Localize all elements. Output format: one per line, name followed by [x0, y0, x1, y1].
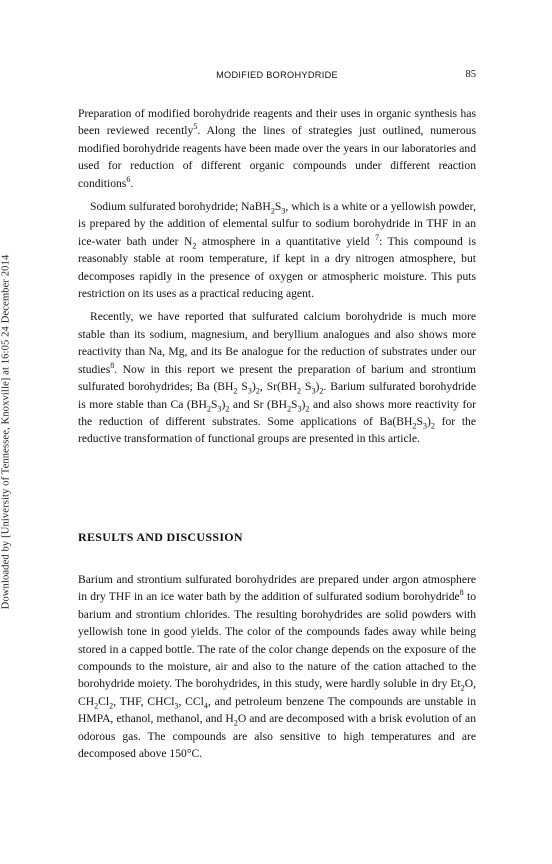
download-watermark-text: Downloaded by [University of Tennessee, Knoxville] at 16:05 24 December 2014	[0, 254, 12, 610]
results-section	[78, 571, 476, 762]
running-title: MODIFIED BOROHYDRIDE	[216, 70, 338, 80]
paragraph-4: Barium and strontium sulfurated borohydrides are prepared under argon atmosphere in dry THF in an ice water bath by the addition of sulfurated sodium borohydride$^8$ to barium and strontium chlorides. The resulting borohydrides are solid powders with yellowish tone in good yields. The color of the compounds fades away while being stored in a capped bottle. The rate of the color change depends on the exposure of the compounds to the moisture, air and also to the nature of the cation attached to the borohydride moiety. The borohydrides, in this study, were hardly soluble in dry $Et_2O$, $CH_2Cl_2$, THF, CHCl$_3$, CCl$_4$, and petroleum benzene The compounds are unstable in HMPA, ethanol, methanol, and $H_2O$ and are decomposed with a brisk evolution of an odorous gas. The compounds are also sensitive to high temperatures and are decomposed above 150°C.	[78, 573, 477, 761]
page-number: 85	[465, 69, 476, 80]
paragraph-1: Preparation of modified borohydride reagents and their uses in organic synthesis has been reviewed recently$^5$. Along the lines of strategies just outlined, numerous modified borohydride reagents have been made over the years in our laboratories and used for reduction of different organic compounds under different reaction conditions$^6$.	[78, 107, 476, 190]
intro-section	[78, 105, 476, 448]
page-header	[78, 70, 476, 84]
paragraph-3: Recently, we have reported that sulfurated calcium borohydride is much more stable than its sodium, magnesium, and beryllium analogues and also shows more reactivity than Na, Mg, and its Be analogue for the reduction of substrates under our studies$^8$. Now in this report we present the preparation of barium and strontium sulfurated borohydrides; Ba ($BH_2$ $S_3)_2$, $Sr(BH_2$ $S_3)_2$. Barium sulfurated borohydride is more stable than Ca $(BH_2S_3)_2$ and Sr $(BH_2S_3)_2$ and also shows more reactivity for the reduction of different substrates. Some applications of $Ba(BH_2S_3)_2$ for the reductive transformation of functional groups are presented in this article.	[78, 310, 476, 446]
paragraph-2: Sodium sulfurated borohydride; $NaBH_2S_3$, which is a white or a yellowish powder, is prepared by the addition of elemental sulfur to sodium borohydride in THF in an ice-water bath under $N_2$ atmosphere in a quantitative yield $^7$: This compound is reasonably stable at room temperature, if kept in a dry nitrogen atmosphere, but decomposes rapidly in the presence of oxygen or atmospheric moisture. This puts restriction on its uses as a practical reducing agent.	[78, 200, 477, 301]
download-watermark	[0, 254, 26, 610]
section-heading: RESULTS AND DISCUSSION	[78, 530, 243, 544]
